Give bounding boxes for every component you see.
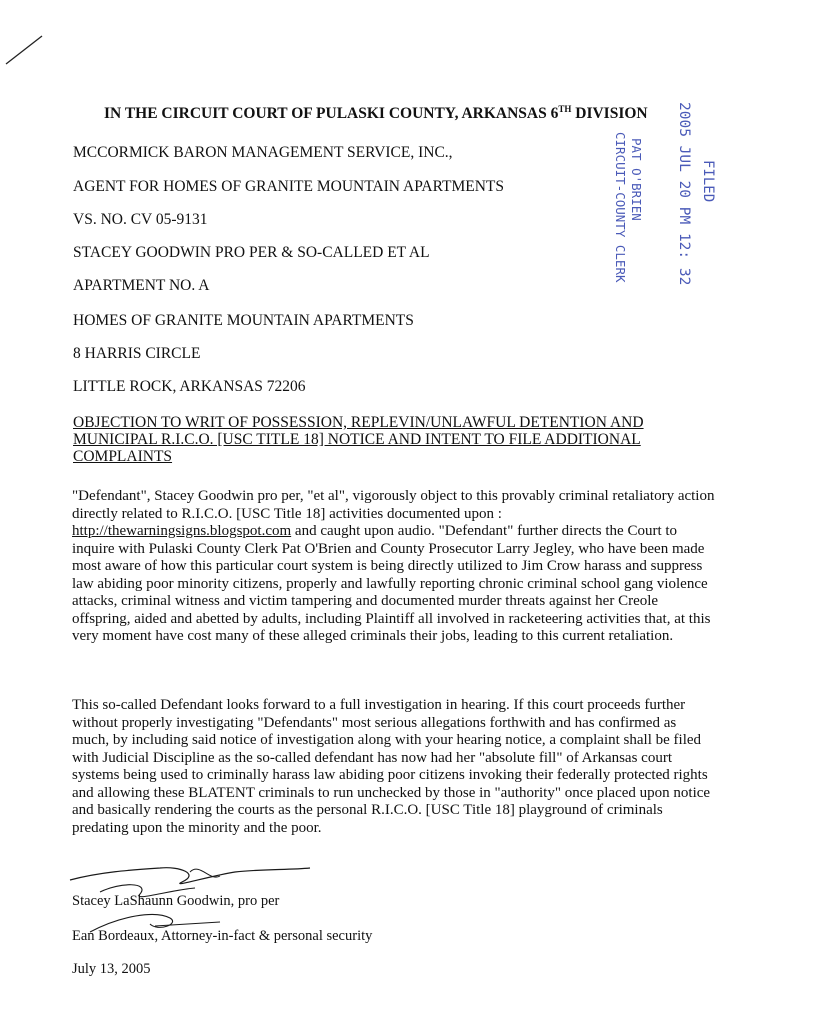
caption-agent: AGENT FOR HOMES OF GRANITE MOUNTAIN APARTMENTS: [73, 178, 505, 195]
filed-stamp: [596, 100, 736, 285]
caption-street: 8 HARRIS CIRCLE: [73, 345, 201, 362]
blog-link[interactable]: http://thewarningsigns.blogspot.com: [72, 523, 292, 539]
caption-case-number: VS. NO. CV 05-9131: [73, 211, 208, 228]
signer-line-2: Ean Bordeaux, Attorney-in-fact & personal security: [72, 928, 373, 944]
stamp-date: 2005 JUL 20 PM 12: 32: [676, 102, 692, 285]
stamp-filed: FILED: [700, 160, 716, 203]
paragraph-2: This so-called Defendant looks forward to a full investigation in hearing. If this court proceeds further without properly investigating "Defendants" most serious allegations forthwith and has confirmed as much, by including said notice of investigation along with your hearing notice, a complaint shall be filed with Judicial Discipline as the so-called defendant has now had her "absolute fill" of Arkansas court systems being used to criminally harass law abiding poor citizens invoking their federally protected rights and allowing these BLATENT criminals to run unchecked by those in "authority" once placed upon notice and basically rendering the courts as the personal R.I.C.O. [USC Title 18] playground of criminals predating upon the minority and the poor.: [72, 697, 711, 836]
stamp-clerk-name: PAT O'BRIEN: [629, 138, 644, 221]
caption-complex: HOMES OF GRANITE MOUNTAIN APARTMENTS: [73, 312, 414, 329]
court-title: IN THE CIRCUIT COURT OF PULASKI COUNTY, ARKANSAS 6TH DIVISION: [104, 104, 648, 123]
signer-line-1: Stacey LaShaunn Goodwin, pro per: [72, 893, 280, 909]
document-heading: OBJECTION TO WRIT OF POSSESSION, REPLEVIN/UNLAWFUL DETENTION AND MUNICIPAL R.I.C.O. [USC TITLE 18] NOTICE AND INTENT TO FILE ADDITIONAL COMPLAINTS: [73, 414, 644, 465]
caption-city: LITTLE ROCK, ARKANSAS 72206: [73, 378, 306, 395]
caption-apartment: APARTMENT NO. A: [73, 277, 210, 294]
signature-date: July 13, 2005: [72, 961, 151, 977]
paragraph-1: "Defendant", Stacey Goodwin pro per, "et al", vigorously object to this provably criminal retaliatory action directly related to R.I.C.O. [USC Title 18] activities documented upon : http://thewarningsigns.blogspot.com and caught upon audio. "Defendant" further directs the Court to inquire with Pulaski County Clerk Pat O'Brien and County Prosecutor Larry Jegley, who have been made most aware of how this particular court system is being directly utilized to Jim Crow harass and suppress law abiding poor minority citizens, properly and lawfully reporting chronic criminal school gang violence attacks, criminal witness and victim tampering and documented murder threats against her Creole offspring, aided and abetted by adults, including Plaintiff all involved in racketeering activities that, at this very moment have cost many of these alleged criminals their jobs, leading to this current retaliation.: [72, 488, 715, 644]
stamp-clerk-title: CIRCUIT-COUNTY CLERK: [613, 132, 628, 283]
caption-defendant: STACEY GOODWIN PRO PER & SO-CALLED ET AL: [73, 244, 430, 261]
pen-stroke-mark: [0, 0, 140, 120]
caption-plaintiff: MCCORMICK BARON MANAGEMENT SERVICE, INC.,: [73, 144, 453, 161]
